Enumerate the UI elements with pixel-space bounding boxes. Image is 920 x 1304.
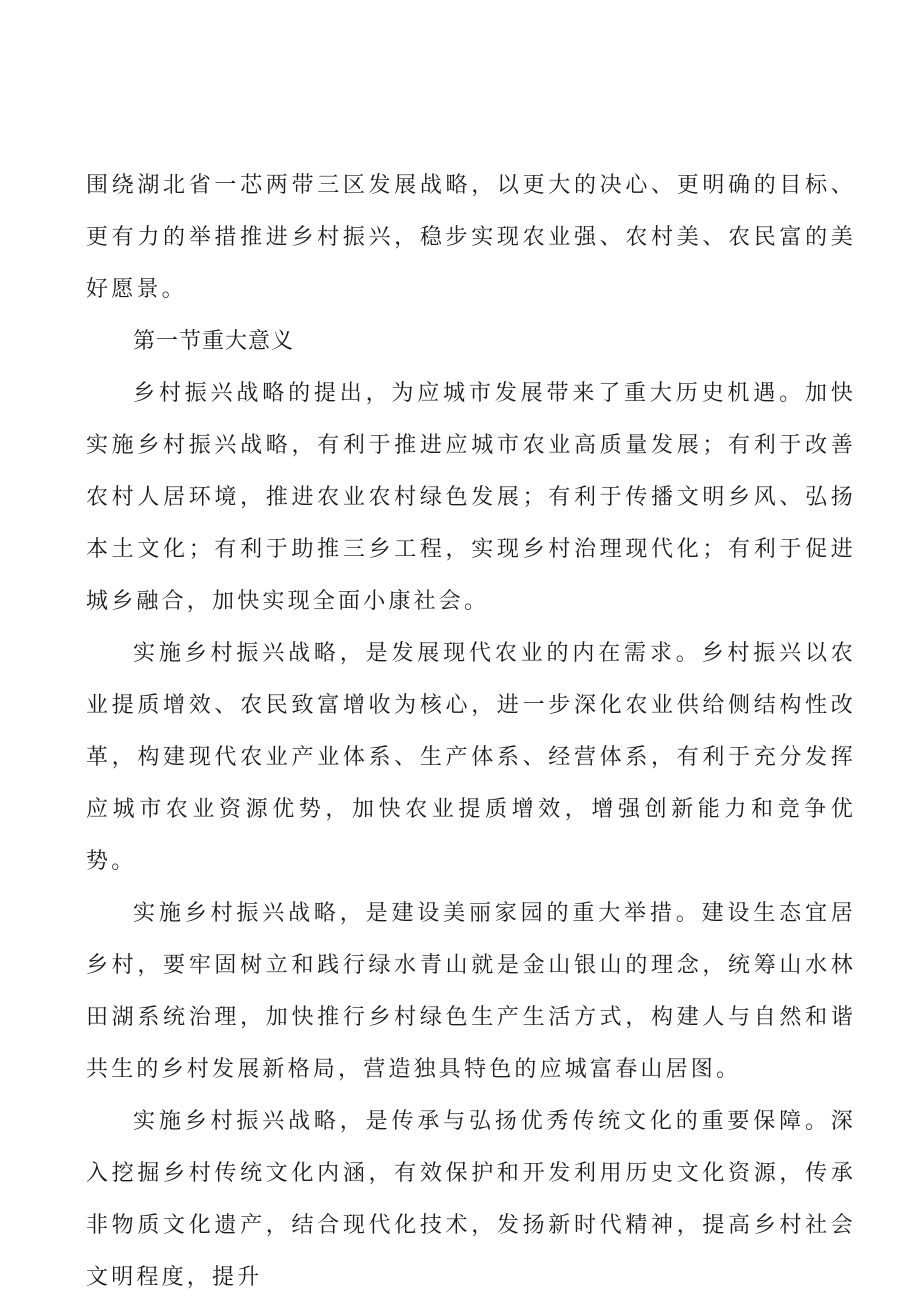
paragraph-modern-agriculture: 实施乡村振兴战略，是发展现代农业的内在需求。乡村振兴以农业提质增效、农民致富增收为核心，进一步深化农业供给侧结构性改革，构建现代农业产业体系、生产体系、经营体系，有利于充分发挥应城市农业资源优势，加快农业提质增效，增强创新能力和竞争优势。 xyxy=(86,641,856,874)
paragraph-traditional-culture: 实施乡村振兴战略，是传承与弘扬优秀传统文化的重要保障。深入挖掘乡村传统文化内涵，有效保护和开发利用历史文化资源，传承非物质文化遗产，结合现代化技术，发扬新时代精神，提高乡村社会文明程度，提升 xyxy=(86,1109,856,1290)
paragraph-significance: 乡村振兴战略的提出，为应城市发展带来了重大历史机遇。加快实施乡村振兴战略，有利于推进应城市农业高质量发展；有利于改善农村人居环境，推进农业农村绿色发展；有利于传播文明乡风、弘扬本土文化；有利于助推三乡工程，实现乡村治理现代化；有利于促进城乡融合，加快实现全面小康社会。 xyxy=(86,381,856,614)
document-body xyxy=(86,160,856,1304)
paragraph-beautiful-home: 实施乡村振兴战略，是建设美丽家园的重大举措。建设生态宜居乡村，要牢固树立和践行绿水青山就是金山银山的理念，统筹山水林田湖系统治理，加快推行乡村绿色生产生活方式，构建人与自然和谐共生的乡村发展新格局，营造独具特色的应城富春山居图。 xyxy=(86,901,856,1082)
section-title: 第一节重大意义 xyxy=(133,329,295,354)
intro-paragraph: 围绕湖北省一芯两带三区发展战略，以更大的决心、更明确的目标、更有力的举措推进乡村振兴，稳步实现农业强、农村美、农民富的美好愿景。 xyxy=(86,173,856,302)
